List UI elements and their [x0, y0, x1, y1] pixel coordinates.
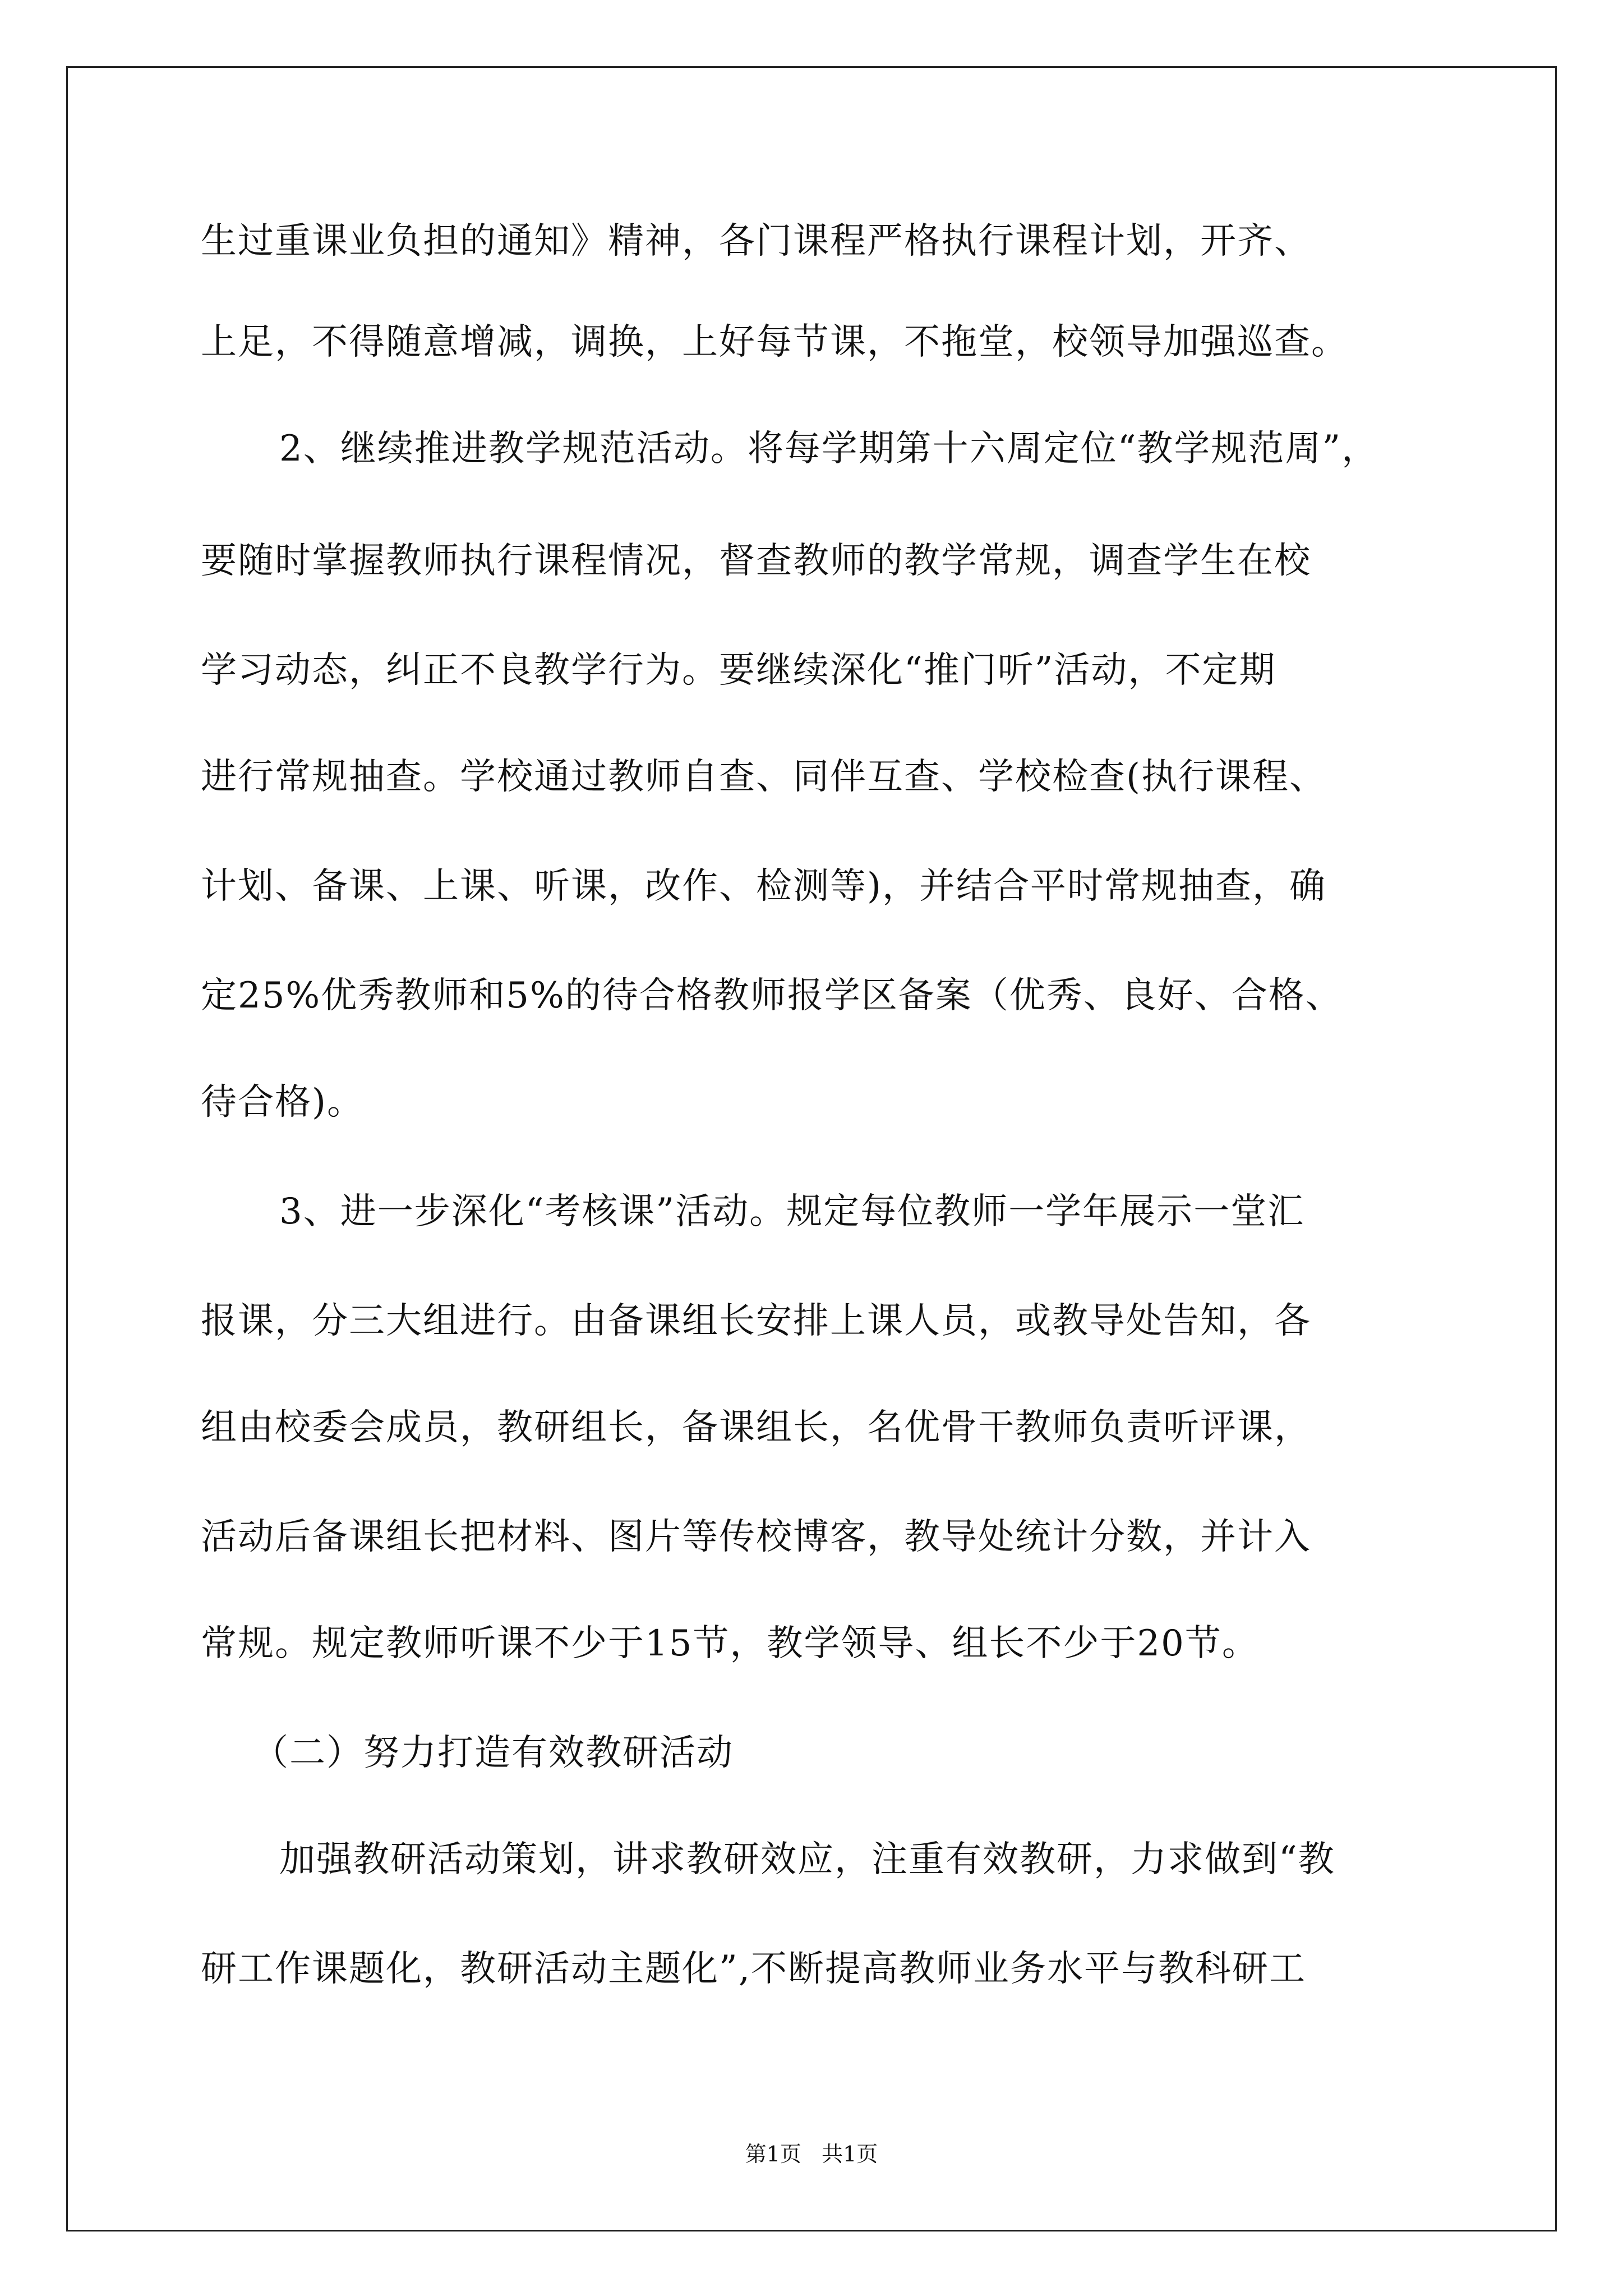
page-border [66, 66, 1557, 2231]
text-line: 3、进一步深化“考核课”活动。规定每位教师一学年展示一堂汇 [279, 1191, 1305, 1232]
page-footer: 第1页 共1页 [745, 2142, 878, 2166]
text-line: 定25%优秀教师和5%的待合格教师报学区备案（优秀、良好、合格、 [201, 975, 1343, 1016]
text-line: 进行常规抽查。学校通过教师自查、同伴互查、学校检查(执行课程、 [201, 756, 1326, 798]
text-line: 上足，不得随意增减，调换，上好每节课，不拖堂，校领导加强巡查。 [201, 321, 1348, 363]
text-line: 2、继续推进教学规范活动。将每学期第十六周定位“教学规范周”， [279, 428, 1379, 470]
text-line: 组由校委会成员，教研组长，备课组长，名优骨干教师负责听评课， [201, 1407, 1311, 1448]
text-line: 生过重课业负担的通知》精神，各门课程严格执行课程计划，开齐、 [201, 220, 1311, 262]
text-line: 计划、备课、上课、听课，改作、检测等)，并结合平时常规抽查，确 [201, 866, 1326, 907]
section-heading: （二）努力打造有效教研活动 [252, 1732, 734, 1774]
text-line: 研工作课题化，教研活动主题化”,不断提高教师业务水平与教科研工 [201, 1948, 1307, 1990]
text-line: 活动后备课组长把材料、图片等传校博客，教导处统计分数，并计入 [201, 1516, 1311, 1558]
text-line: 要随时掌握教师执行课程情况，督查教师的教学常规，调查学生在校 [201, 540, 1311, 582]
text-line: 学习动态，纠正不良教学行为。要继续深化“推门听”活动，不定期 [201, 650, 1276, 691]
text-line: 报课，分三大组进行。由备课组长安排上课人员，或教导处告知，各 [201, 1300, 1311, 1342]
text-line: 常规。规定教师听课不少于15节，教学领导、组长不少于20节。 [201, 1623, 1259, 1664]
text-line: 加强教研活动策划，讲求教研效应，注重有效教研，力求做到“教 [279, 1839, 1335, 1880]
text-line: 待合格)。 [201, 1082, 364, 1123]
